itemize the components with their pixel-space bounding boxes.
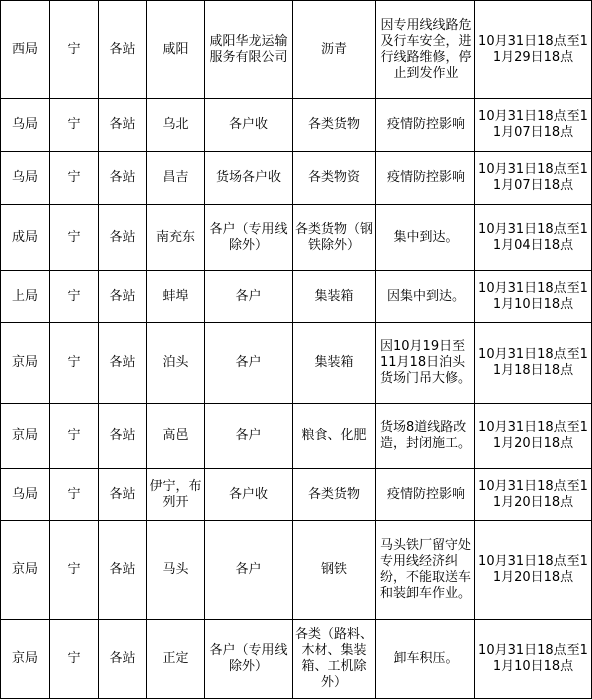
- bureau-cell: 上局: [1, 271, 50, 323]
- station-type-cell: 各站: [99, 521, 147, 620]
- customer-cell: 各户（专用线除外）: [205, 205, 293, 271]
- station-cell: 高邑: [147, 404, 205, 469]
- station-cell: 泊头: [147, 323, 205, 404]
- customer-cell: 货场各户收: [205, 152, 293, 205]
- period-cell: 10月31日18点至11月07日18点: [475, 152, 592, 205]
- reason-cell: 货场8道线路改造，封闭施工。: [376, 404, 475, 469]
- period-cell: 10月31日18点至11月20日18点: [475, 521, 592, 620]
- table-row: [1, 205, 592, 271]
- bureau-cell: 西局: [1, 1, 50, 99]
- bureau-cell: 京局: [1, 404, 50, 469]
- cargo-cell: 各类货物: [293, 469, 376, 521]
- period-cell: 10月31日18点至11月07日18点: [475, 99, 592, 152]
- bureau-cell: 京局: [1, 521, 50, 620]
- period-cell: 10月31日18点至11月04日18点: [475, 205, 592, 271]
- scope-cell: 宁: [50, 620, 99, 699]
- cargo-cell: 钢铁: [293, 521, 376, 620]
- station-cell: 马头: [147, 521, 205, 620]
- reason-cell: 集中到达。: [376, 205, 475, 271]
- customer-cell: 各户: [205, 404, 293, 469]
- table-row: [1, 323, 592, 404]
- cargo-cell: 集装箱: [293, 323, 376, 404]
- customer-cell: 各户: [205, 271, 293, 323]
- cargo-cell: 各类货物（钢铁除外）: [293, 205, 376, 271]
- station-type-cell: 各站: [99, 1, 147, 99]
- cargo-cell: 各类货物: [293, 99, 376, 152]
- bureau-cell: 京局: [1, 323, 50, 404]
- period-cell: 10月31日18点至11月20日18点: [475, 469, 592, 521]
- customer-cell: 各户（专用线除外）: [205, 620, 293, 699]
- station-type-cell: 各站: [99, 99, 147, 152]
- station-cell: 伊宁，布列开: [147, 469, 205, 521]
- scope-cell: 宁: [50, 323, 99, 404]
- table-row: [1, 620, 592, 699]
- reason-cell: 疫情防控影响: [376, 99, 475, 152]
- scope-cell: 宁: [50, 271, 99, 323]
- scope-cell: 宁: [50, 521, 99, 620]
- scope-cell: 宁: [50, 404, 99, 469]
- reason-cell: 因专用线线路危及行车安全，进行线路维修，停止到发作业: [376, 1, 475, 99]
- station-type-cell: 各站: [99, 469, 147, 521]
- scope-cell: 宁: [50, 99, 99, 152]
- customer-cell: 各户: [205, 521, 293, 620]
- cargo-cell: 粮食、化肥: [293, 404, 376, 469]
- table-row: [1, 152, 592, 205]
- reason-cell: 马头铁厂留守处专用线经济纠纷，不能取送车和装卸车作业。: [376, 521, 475, 620]
- bureau-cell: 京局: [1, 620, 50, 699]
- cargo-cell: 各类（路料、木材、集装箱、工机除外）: [293, 620, 376, 699]
- scope-cell: 宁: [50, 152, 99, 205]
- bureau-cell: 乌局: [1, 152, 50, 205]
- table-row: [1, 99, 592, 152]
- period-cell: 10月31日18点至11月10日18点: [475, 271, 592, 323]
- station-type-cell: 各站: [99, 271, 147, 323]
- bureau-cell: 乌局: [1, 469, 50, 521]
- station-type-cell: 各站: [99, 404, 147, 469]
- reason-cell: 因10月19日至11月18日泊头货场门吊大修。: [376, 323, 475, 404]
- station-cell: 乌北: [147, 99, 205, 152]
- period-cell: 10月31日18点至11月10日18点: [475, 620, 592, 699]
- period-cell: 10月31日18点至11月18日18点: [475, 323, 592, 404]
- reason-cell: 疫情防控影响: [376, 152, 475, 205]
- period-cell: 10月31日18点至11月20日18点: [475, 404, 592, 469]
- table-row: [1, 404, 592, 469]
- station-cell: 咸阳: [147, 1, 205, 99]
- station-type-cell: 各站: [99, 323, 147, 404]
- customer-cell: 各户: [205, 323, 293, 404]
- table-row: [1, 1, 592, 99]
- scope-cell: 宁: [50, 205, 99, 271]
- reason-cell: 卸车积压。: [376, 620, 475, 699]
- period-cell: 10月31日18点至11月29日18点: [475, 1, 592, 99]
- table-row: [1, 521, 592, 620]
- customer-cell: 各户收: [205, 99, 293, 152]
- station-type-cell: 各站: [99, 205, 147, 271]
- cargo-cell: 各类物资: [293, 152, 376, 205]
- station-cell: 正定: [147, 620, 205, 699]
- scope-cell: 宁: [50, 1, 99, 99]
- table-row: [1, 271, 592, 323]
- cargo-cell: 集装箱: [293, 271, 376, 323]
- station-cell: 南充东: [147, 205, 205, 271]
- bureau-cell: 成局: [1, 205, 50, 271]
- customer-cell: 各户收: [205, 469, 293, 521]
- cargo-cell: 沥青: [293, 1, 376, 99]
- table-row: [1, 469, 592, 521]
- bureau-cell: 乌局: [1, 99, 50, 152]
- station-cell: 蚌埠: [147, 271, 205, 323]
- reason-cell: 疫情防控影响: [376, 469, 475, 521]
- station-cell: 昌吉: [147, 152, 205, 205]
- scope-cell: 宁: [50, 469, 99, 521]
- customer-cell: 咸阳华龙运输服务有限公司: [205, 1, 293, 99]
- reason-cell: 因集中到达。: [376, 271, 475, 323]
- station-type-cell: 各站: [99, 620, 147, 699]
- station-type-cell: 各站: [99, 152, 147, 205]
